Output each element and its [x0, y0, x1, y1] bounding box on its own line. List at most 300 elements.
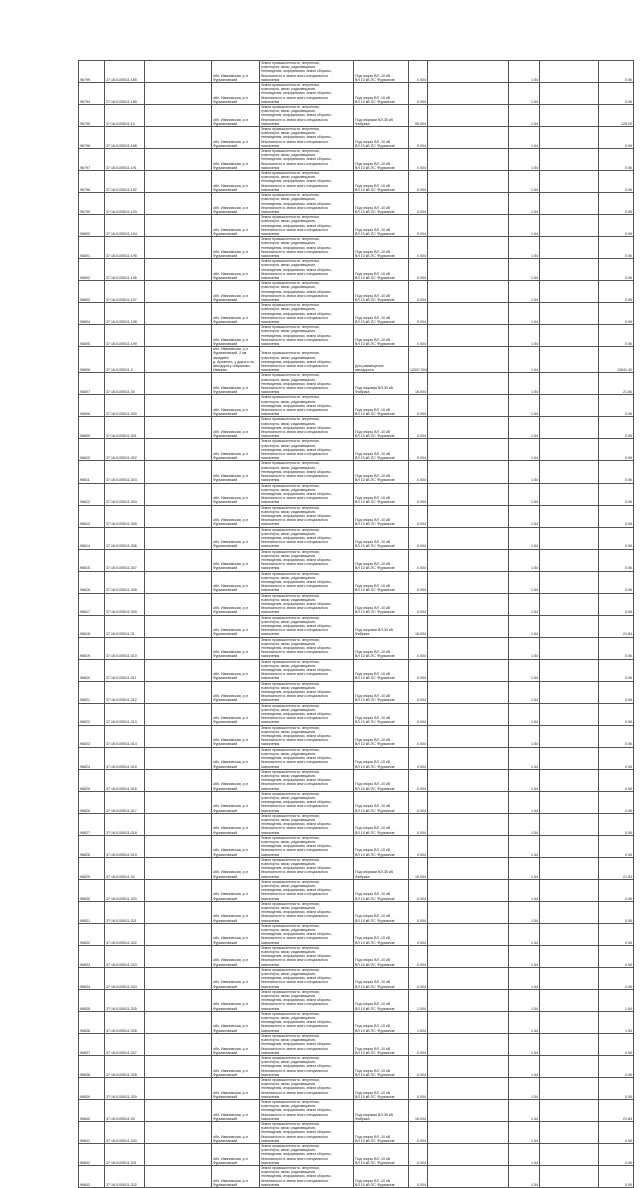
permitted-use-cell-line: ВЛ 10 кВ ПС 'Фурманов': [355, 275, 396, 280]
address-cell-line: Фурмановский: [213, 764, 238, 769]
empty-cell: [540, 989, 599, 1011]
table-row: [79, 505, 634, 527]
land-category-cell: [260, 681, 354, 703]
land-category-cell-line: Земли промышленности, энергетики,: [261, 615, 320, 620]
permitted-use-cell-line: ВЛ 10 кВ ПС 'Фурманов': [355, 764, 396, 769]
table-row: [79, 703, 634, 725]
empty-cell: [428, 83, 509, 105]
tax-amount-cell: 0.06: [599, 967, 634, 989]
empty-cell: [428, 593, 509, 615]
row-number-cell: 96817: [79, 593, 105, 615]
row-number-cell: 96794: [79, 83, 105, 105]
land-category-cell-line: транспорта, связи, радиовещания,: [261, 994, 316, 999]
cadastral-number-cell: 37:16:0105011:320: [105, 879, 145, 901]
cadastral-number-cell: 37:16:0105011:199: [105, 325, 145, 347]
address-cell: [212, 549, 260, 571]
address-cell: [212, 857, 260, 879]
tax-amount-cell: 1.54: [599, 1011, 634, 1033]
address-cell-line: Фурмановский: [213, 544, 238, 549]
cadastral-number-cell: 37:16:0105011:303: [105, 461, 145, 483]
table-row: [79, 373, 634, 395]
permitted-use-cell-line: ВЛ 10 кВ ПС 'Фурманов': [355, 1028, 396, 1033]
land-category-cell-line: назначения: [261, 1094, 280, 1099]
empty-cell: [428, 127, 509, 149]
permitted-use-cell-line: Под опоры ВЛ -10 кВ: [355, 452, 390, 457]
land-category-cell-line: транспорта, связи, радиовещания,: [261, 153, 316, 158]
address-cell-line: обл. Ивановская, р-н: [213, 1178, 248, 1183]
table-row: [79, 1011, 634, 1033]
land-category-cell-line: Земли промышленности, энергетики,: [261, 83, 320, 88]
area-cell: 0.004: [409, 303, 428, 325]
empty-cell: [428, 549, 509, 571]
land-category-cell: [260, 127, 354, 149]
address-cell-line: обл. Ивановская, р-н: [213, 892, 248, 897]
rate-cell: 1.54: [509, 549, 540, 571]
land-category-cell-line: телевидения, информатики, земли обороны,: [261, 223, 332, 228]
address-cell-line: Фурмановский: [213, 231, 238, 236]
land-category-cell-line: Земли промышленности, энергетики,: [261, 1055, 320, 1060]
empty-cell: [540, 417, 599, 439]
permitted-use-cell-line: Под опоры ВЛ -10 кВ: [355, 337, 390, 342]
land-category-cell-line: транспорта, связи, радиовещания,: [261, 729, 316, 734]
table-row: [79, 857, 634, 879]
rate-cell: 1.54: [509, 1121, 540, 1143]
tax-amount-cell: 0.06: [599, 769, 634, 791]
cadastral-number-cell: 37:16:0105011:327: [105, 1033, 145, 1055]
land-category-cell: [260, 373, 354, 395]
rate-cell: 1.54: [509, 967, 540, 989]
land-category-cell-line: Земли промышленности, энергетики,: [261, 879, 320, 884]
permitted-use-cell: [354, 879, 409, 901]
address-cell-line: Фурмановский: [213, 1182, 238, 1187]
address-cell-line: обл. Ивановская, р-н: [213, 518, 248, 523]
rate-cell: 1.54: [509, 857, 540, 879]
rate-cell: 1.54: [509, 989, 540, 1011]
cadastral-number-cell: 37:16:0105011:314: [105, 725, 145, 747]
land-category-cell-line: безопасности и земли иного специального: [261, 337, 329, 342]
empty-cell: [145, 149, 212, 171]
land-category-cell-line: Земли промышленности, энергетики,: [261, 281, 320, 286]
address-cell-line: Фурмановский: [213, 808, 238, 813]
permitted-use-cell-line: ВЛ 10 кВ ПС 'Фурманов': [355, 808, 396, 813]
land-category-cell: [260, 747, 354, 769]
land-category-cell-line: телевидения, информатики, земли обороны,: [261, 245, 332, 250]
empty-cell: [540, 857, 599, 879]
address-cell-line: обл. Ивановская, р-н: [213, 337, 248, 342]
address-cell: [212, 505, 260, 527]
area-cell: 0.004: [409, 637, 428, 659]
area-cell: 16.004: [409, 615, 428, 637]
empty-cell: [145, 439, 212, 461]
row-number-cell: 96809: [79, 417, 105, 439]
address-cell: [212, 237, 260, 259]
land-category-cell-line: Земли промышленности, энергетики,: [261, 303, 320, 308]
permitted-use-cell-line: Под опоры ВЛ -10 кВ: [355, 183, 390, 188]
land-category-cell-line: телевидения, информатики, земли обороны,: [261, 932, 332, 937]
address-cell-line: обл. Ивановская, р-н: [213, 804, 248, 809]
table-row: [79, 989, 634, 1011]
land-category-cell-line: транспорта, связи, радиовещания,: [261, 1148, 316, 1153]
area-cell: 0.004: [409, 215, 428, 237]
land-category-cell: [260, 1011, 354, 1033]
row-number-cell: 96807: [79, 373, 105, 395]
land-category-cell-line: назначения: [261, 1116, 280, 1121]
land-category-cell-line: транспорта, связи, радиовещания,: [261, 131, 316, 136]
row-number-cell: 96831: [79, 901, 105, 923]
table-row: [79, 1055, 634, 1077]
land-category-cell-line: назначения: [261, 852, 280, 857]
empty-cell: [145, 303, 212, 325]
empty-cell: [540, 571, 599, 593]
rate-cell: 1.54: [509, 395, 540, 417]
address-cell-line: обл. Ивановская, р-н: [213, 870, 248, 875]
land-category-cell: [260, 417, 354, 439]
area-cell: 0.004: [409, 281, 428, 303]
area-cell: 0.004: [409, 835, 428, 857]
land-category-cell-line: телевидения, информатики, земли обороны,: [261, 579, 332, 584]
address-cell: [212, 527, 260, 549]
address-cell: [212, 835, 260, 857]
tax-amount-cell: 0.06: [599, 237, 634, 259]
address-cell-line: обл. Ивановская, р-н: [213, 1090, 248, 1095]
area-cell: 0.004: [409, 725, 428, 747]
land-category-cell-line: безопасности и земли иного специального: [261, 73, 329, 78]
empty-cell: [540, 527, 599, 549]
address-cell-line: обл. Ивановская, р-н: [213, 315, 248, 320]
permitted-use-cell: [354, 149, 409, 171]
permitted-use-cell-line: ВЛ 10 кВ ПС 'Фурманов': [355, 412, 396, 417]
address-cell: [212, 769, 260, 791]
cadastral-number-cell: 37:16:0105011:192: [105, 171, 145, 193]
empty-cell: [428, 171, 509, 193]
empty-cell: [145, 171, 212, 193]
area-cell: 0.004: [409, 681, 428, 703]
cadastral-number-cell: 37:16:0105011:325: [105, 989, 145, 1011]
area-cell: 0.004: [409, 703, 428, 725]
land-category-cell-line: Земли промышленности, энергетики,: [261, 127, 320, 132]
permitted-use-cell-line: ВЛ 10 кВ ПС 'Фурманов': [355, 984, 396, 989]
cadastral-number-cell: 37:16:0105011:332: [105, 1165, 145, 1187]
empty-cell: [540, 791, 599, 813]
address-cell-line: Фурмановский: [213, 654, 238, 659]
permitted-use-cell-line: ВЛ 10 кВ ПС 'Фурманов': [355, 231, 396, 236]
empty-cell: [428, 1055, 509, 1077]
permitted-use-cell: [354, 193, 409, 215]
empty-cell: [145, 857, 212, 879]
address-cell-line: Фурмановский: [213, 253, 238, 258]
empty-cell: [540, 659, 599, 681]
permitted-use-cell: [354, 1077, 409, 1099]
cadastral-number-cell: 37:16:0105011:193: [105, 193, 145, 215]
land-category-cell-line: Земли промышленности, энергетики,: [261, 747, 320, 752]
empty-cell: [540, 681, 599, 703]
address-cell-line: Фурмановский: [213, 698, 238, 703]
empty-cell: [145, 1143, 212, 1165]
empty-cell: [428, 1099, 509, 1121]
table-row: [79, 193, 634, 215]
land-category-cell-line: безопасности и земли иного специального: [261, 1090, 329, 1095]
rate-cell: 1.54: [509, 105, 540, 127]
tax-amount-cell: 0.06: [599, 813, 634, 835]
empty-cell: [540, 945, 599, 967]
address-cell-line: Фурмановский: [213, 342, 238, 346]
land-category-cell-line: назначения: [261, 1182, 280, 1187]
tax-amount-cell: 0.06: [599, 83, 634, 105]
land-category-cell-line: телевидения, информатики, земли обороны,: [261, 866, 332, 871]
cadastral-number-cell: 37:16:0105011:32: [105, 857, 145, 879]
rate-cell: 1.54: [509, 901, 540, 923]
permitted-use-cell-line: ВЛ 10 кВ ПС 'Фурманов': [355, 522, 396, 527]
permitted-use-cell: [354, 105, 409, 127]
cadastral-number-cell: 37:16:0105011:3: [105, 347, 145, 373]
area-cell: 0.004: [409, 461, 428, 483]
permitted-use-cell: [354, 989, 409, 1011]
land-category-cell-line: Земли промышленности, энергетики,: [261, 527, 320, 532]
address-cell-line: Фурмановский: [213, 412, 238, 417]
land-category-cell-line: телевидения, информатики, земли обороны,: [261, 535, 332, 540]
land-category-cell-line: назначения: [261, 1160, 280, 1165]
empty-cell: [540, 769, 599, 791]
land-category-cell-line: телевидения, информатики, земли обороны,: [261, 756, 332, 761]
permitted-use-cell-line: ВЛ 10 кВ ПС 'Фурманов': [355, 187, 396, 192]
empty-cell: [428, 505, 509, 527]
permitted-use-cell-line: ВЛ 10 кВ ПС 'Фурманов': [355, 720, 396, 725]
row-number-cell: 96805: [79, 325, 105, 347]
address-cell: [212, 105, 260, 127]
cadastral-number-cell: 37:16:0105011:301: [105, 417, 145, 439]
land-category-cell-line: транспорта, связи, радиовещания,: [261, 553, 316, 558]
permitted-use-cell: [354, 725, 409, 747]
table-row: [79, 967, 634, 989]
land-category-cell-line: телевидения, информатики, земли обороны,: [261, 333, 332, 338]
land-category-cell-line: назначения: [261, 786, 280, 791]
permitted-use-cell-line: Под опоры ВЛ -10 кВ: [355, 474, 390, 479]
rate-cell: 1.54: [509, 791, 540, 813]
table-row: [79, 593, 634, 615]
cadastral-number-cell: 37:16:0105011:331: [105, 1143, 145, 1165]
cadastral-number-cell: 37:16:0105011:306: [105, 527, 145, 549]
empty-cell: [145, 127, 212, 149]
table-row: [79, 747, 634, 769]
rate-cell: 1.54: [509, 439, 540, 461]
tax-amount-cell: 0.06: [599, 439, 634, 461]
tax-amount-cell: 0.06: [599, 1165, 634, 1187]
empty-cell: [540, 83, 599, 105]
land-category-cell-line: безопасности и земли иного специального: [261, 848, 329, 853]
land-category-cell: [260, 769, 354, 791]
permitted-use-cell: [354, 347, 409, 373]
land-category-cell-line: Земли промышленности, энергетики,: [261, 417, 320, 422]
empty-cell: [540, 325, 599, 347]
empty-cell: [540, 813, 599, 835]
land-category-cell: [260, 1143, 354, 1165]
land-category-cell-line: телевидения, информатики, земли обороны,: [261, 1108, 332, 1113]
rate-cell: 1.54: [509, 149, 540, 171]
area-cell: 0.004: [409, 593, 428, 615]
permitted-use-cell-line: ВЛ 10 кВ ПС 'Фурманов': [355, 742, 396, 747]
area-cell: 0.004: [409, 395, 428, 417]
land-category-cell-line: телевидения, информатики, земли обороны,: [261, 447, 332, 452]
address-cell-line: Фурмановский: [213, 143, 238, 148]
cadastral-number-cell: 37:16:0105011:310: [105, 637, 145, 659]
empty-cell: [145, 193, 212, 215]
land-category-cell-line: телевидения, информатики, земли обороны,: [261, 888, 332, 893]
land-category-cell-line: телевидения, информатики, земли обороны,: [261, 1042, 332, 1047]
cadastral-number-cell: 37:16:0105011:300: [105, 395, 145, 417]
permitted-use-cell-line: Фабрика: [355, 1116, 370, 1121]
cadastral-number-cell: 37:16:0105011:197: [105, 281, 145, 303]
cadastral-number-cell: 37:16:0105011:326: [105, 1011, 145, 1033]
empty-cell: [145, 61, 212, 83]
empty-cell: [145, 483, 212, 505]
land-category-cell-line: безопасности и земли иного специального: [261, 804, 329, 809]
rate-cell: 1.54: [509, 659, 540, 681]
rate-cell: 1.54: [509, 83, 540, 105]
tax-amount-cell: 0.06: [599, 259, 634, 281]
cadastral-number-cell: 37:16:0105011:322: [105, 923, 145, 945]
row-number-cell: 96818: [79, 615, 105, 637]
table-row: [79, 1099, 634, 1121]
empty-cell: [145, 637, 212, 659]
area-cell: 0.004: [409, 83, 428, 105]
address-cell-line: обл. Ивановская, р-н: [213, 293, 248, 298]
land-category-cell-line: Земли промышленности, энергетики,: [261, 681, 320, 686]
address-cell-line: Фурмановский: [213, 1116, 238, 1121]
table-row: [79, 527, 634, 549]
address-cell-line: обл. Ивановская, р-н: [213, 958, 248, 963]
empty-cell: [428, 527, 509, 549]
empty-cell: [145, 505, 212, 527]
rate-cell: 1.54: [509, 593, 540, 615]
empty-cell: [428, 325, 509, 347]
land-category-cell-line: телевидения, информатики, земли обороны,: [261, 311, 332, 316]
address-cell-line: Фурмановский: [213, 940, 238, 945]
tax-amount-cell: 0.06: [599, 171, 634, 193]
area-cell: 16.004: [409, 373, 428, 395]
empty-cell: [428, 967, 509, 989]
address-cell: [212, 171, 260, 193]
tax-amount-cell: 0.06: [599, 303, 634, 325]
land-register-table: [78, 60, 634, 1188]
row-number-cell: 96838: [79, 1055, 105, 1077]
land-category-cell-line: Земли промышленности, энергетики,: [261, 967, 320, 972]
row-number-cell: 96808: [79, 395, 105, 417]
land-category-cell-line: транспорта, связи, радиовещания,: [261, 219, 316, 224]
land-category-cell-line: безопасности и земли иного специального: [261, 496, 329, 501]
land-category-cell-line: Земли промышленности, энергетики,: [261, 505, 320, 510]
row-number-cell: 96826: [79, 791, 105, 813]
tax-amount-cell: 125.00: [599, 105, 634, 127]
empty-cell: [428, 725, 509, 747]
empty-cell: [540, 193, 599, 215]
empty-cell: [145, 967, 212, 989]
permitted-use-cell-line: ВЛ 10 кВ ПС 'Фурманов': [355, 478, 396, 483]
area-cell: 0.004: [409, 747, 428, 769]
empty-cell: [145, 1165, 212, 1187]
land-category-cell-line: безопасности и земли иного специального: [261, 386, 329, 391]
empty-cell: [428, 659, 509, 681]
land-category-cell-line: безопасности и земли иного специального: [261, 672, 329, 677]
land-category-cell: [260, 83, 354, 105]
rate-cell: 1.54: [509, 461, 540, 483]
tax-amount-cell: 0.06: [599, 1077, 634, 1099]
land-category-cell-line: назначения: [261, 588, 280, 593]
tax-amount-cell: 21.84: [599, 615, 634, 637]
land-category-cell-line: безопасности и земли иного специального: [261, 914, 329, 919]
address-cell-line: обл. Ивановская, р-н: [213, 584, 248, 589]
cadastral-number-cell: 37:16:0105011:311: [105, 659, 145, 681]
area-cell: 16.004: [409, 857, 428, 879]
row-number-cell: 96821: [79, 681, 105, 703]
table-row: [79, 395, 634, 417]
permitted-use-cell-line: Под опоры ВЛ -10 кВ: [355, 804, 390, 809]
address-cell: [212, 1033, 260, 1055]
row-number-cell: 96823: [79, 725, 105, 747]
empty-cell: [145, 681, 212, 703]
empty-cell: [428, 237, 509, 259]
land-category-cell: [260, 835, 354, 857]
permitted-use-cell: [354, 637, 409, 659]
address-cell-line: Фурмановский: [213, 99, 238, 104]
permitted-use-cell-line: ВЛ 10 кВ ПС 'Фурманов': [355, 610, 396, 615]
tax-amount-cell: 0.06: [599, 945, 634, 967]
empty-cell: [540, 835, 599, 857]
address-cell-line: обл. Ивановская, р-н: [213, 474, 248, 479]
cadastral-number-cell: 37:16:0105011:315: [105, 747, 145, 769]
table-row: [79, 439, 634, 461]
address-cell-line: Фурмановский: [213, 165, 238, 170]
tax-amount-cell: 0.06: [599, 215, 634, 237]
land-category-cell-line: назначения: [261, 478, 280, 483]
address-cell-line: обл. Ивановская, р-н: [213, 183, 248, 188]
land-category-cell: [260, 725, 354, 747]
land-category-cell-line: Земли промышленности, энергетики,: [261, 1121, 320, 1126]
address-cell-line: Фурмановский: [213, 456, 238, 461]
tax-amount-cell: 0.06: [599, 703, 634, 725]
row-number-cell: 96810: [79, 439, 105, 461]
land-category-cell-line: транспорта, связи, радиовещания,: [261, 663, 316, 668]
permitted-use-cell-line: Под опорами ВЛ-35 кВ: [355, 386, 393, 391]
permitted-use-cell: [354, 571, 409, 593]
rate-cell: 1.54: [509, 347, 540, 373]
permitted-use-cell-line: ВЛ 10 кВ ПС 'Фурманов': [355, 165, 396, 170]
empty-cell: [145, 945, 212, 967]
address-cell-line: обл. Ивановская, р-н: [213, 496, 248, 501]
permitted-use-cell: [354, 1011, 409, 1033]
empty-cell: [540, 549, 599, 571]
address-cell: [212, 659, 260, 681]
rate-cell: 1.54: [509, 303, 540, 325]
empty-cell: [428, 61, 509, 83]
land-category-cell-line: телевидения, информатики, земли обороны,: [261, 491, 332, 496]
address-cell-line: Фурмановский: [213, 522, 238, 527]
land-category-cell-line: назначения: [261, 742, 280, 747]
land-category-cell-line: телевидения, информатики, земли обороны,: [261, 976, 332, 981]
land-category-cell-line: Земли промышленности, энергетики,: [261, 769, 320, 774]
permitted-use-cell: [354, 83, 409, 105]
rate-cell: 1.54: [509, 835, 540, 857]
empty-cell: [540, 61, 599, 83]
permitted-use-cell-line: ВЛ 10 кВ ПС 'Фурманов': [355, 1072, 396, 1077]
empty-cell: [428, 461, 509, 483]
permitted-use-cell-line: Под опоры ВЛ -10 кВ: [355, 1046, 390, 1051]
permitted-use-cell-line: Под опоры ВЛ -10 кВ: [355, 161, 390, 166]
land-category-cell: [260, 395, 354, 417]
land-category-cell-line: телевидения, информатики, земли обороны,: [261, 359, 332, 364]
tax-amount-cell: 0.06: [599, 571, 634, 593]
land-category-cell-line: транспорта, связи, радиовещания,: [261, 883, 316, 888]
rate-cell: 1.54: [509, 373, 540, 395]
